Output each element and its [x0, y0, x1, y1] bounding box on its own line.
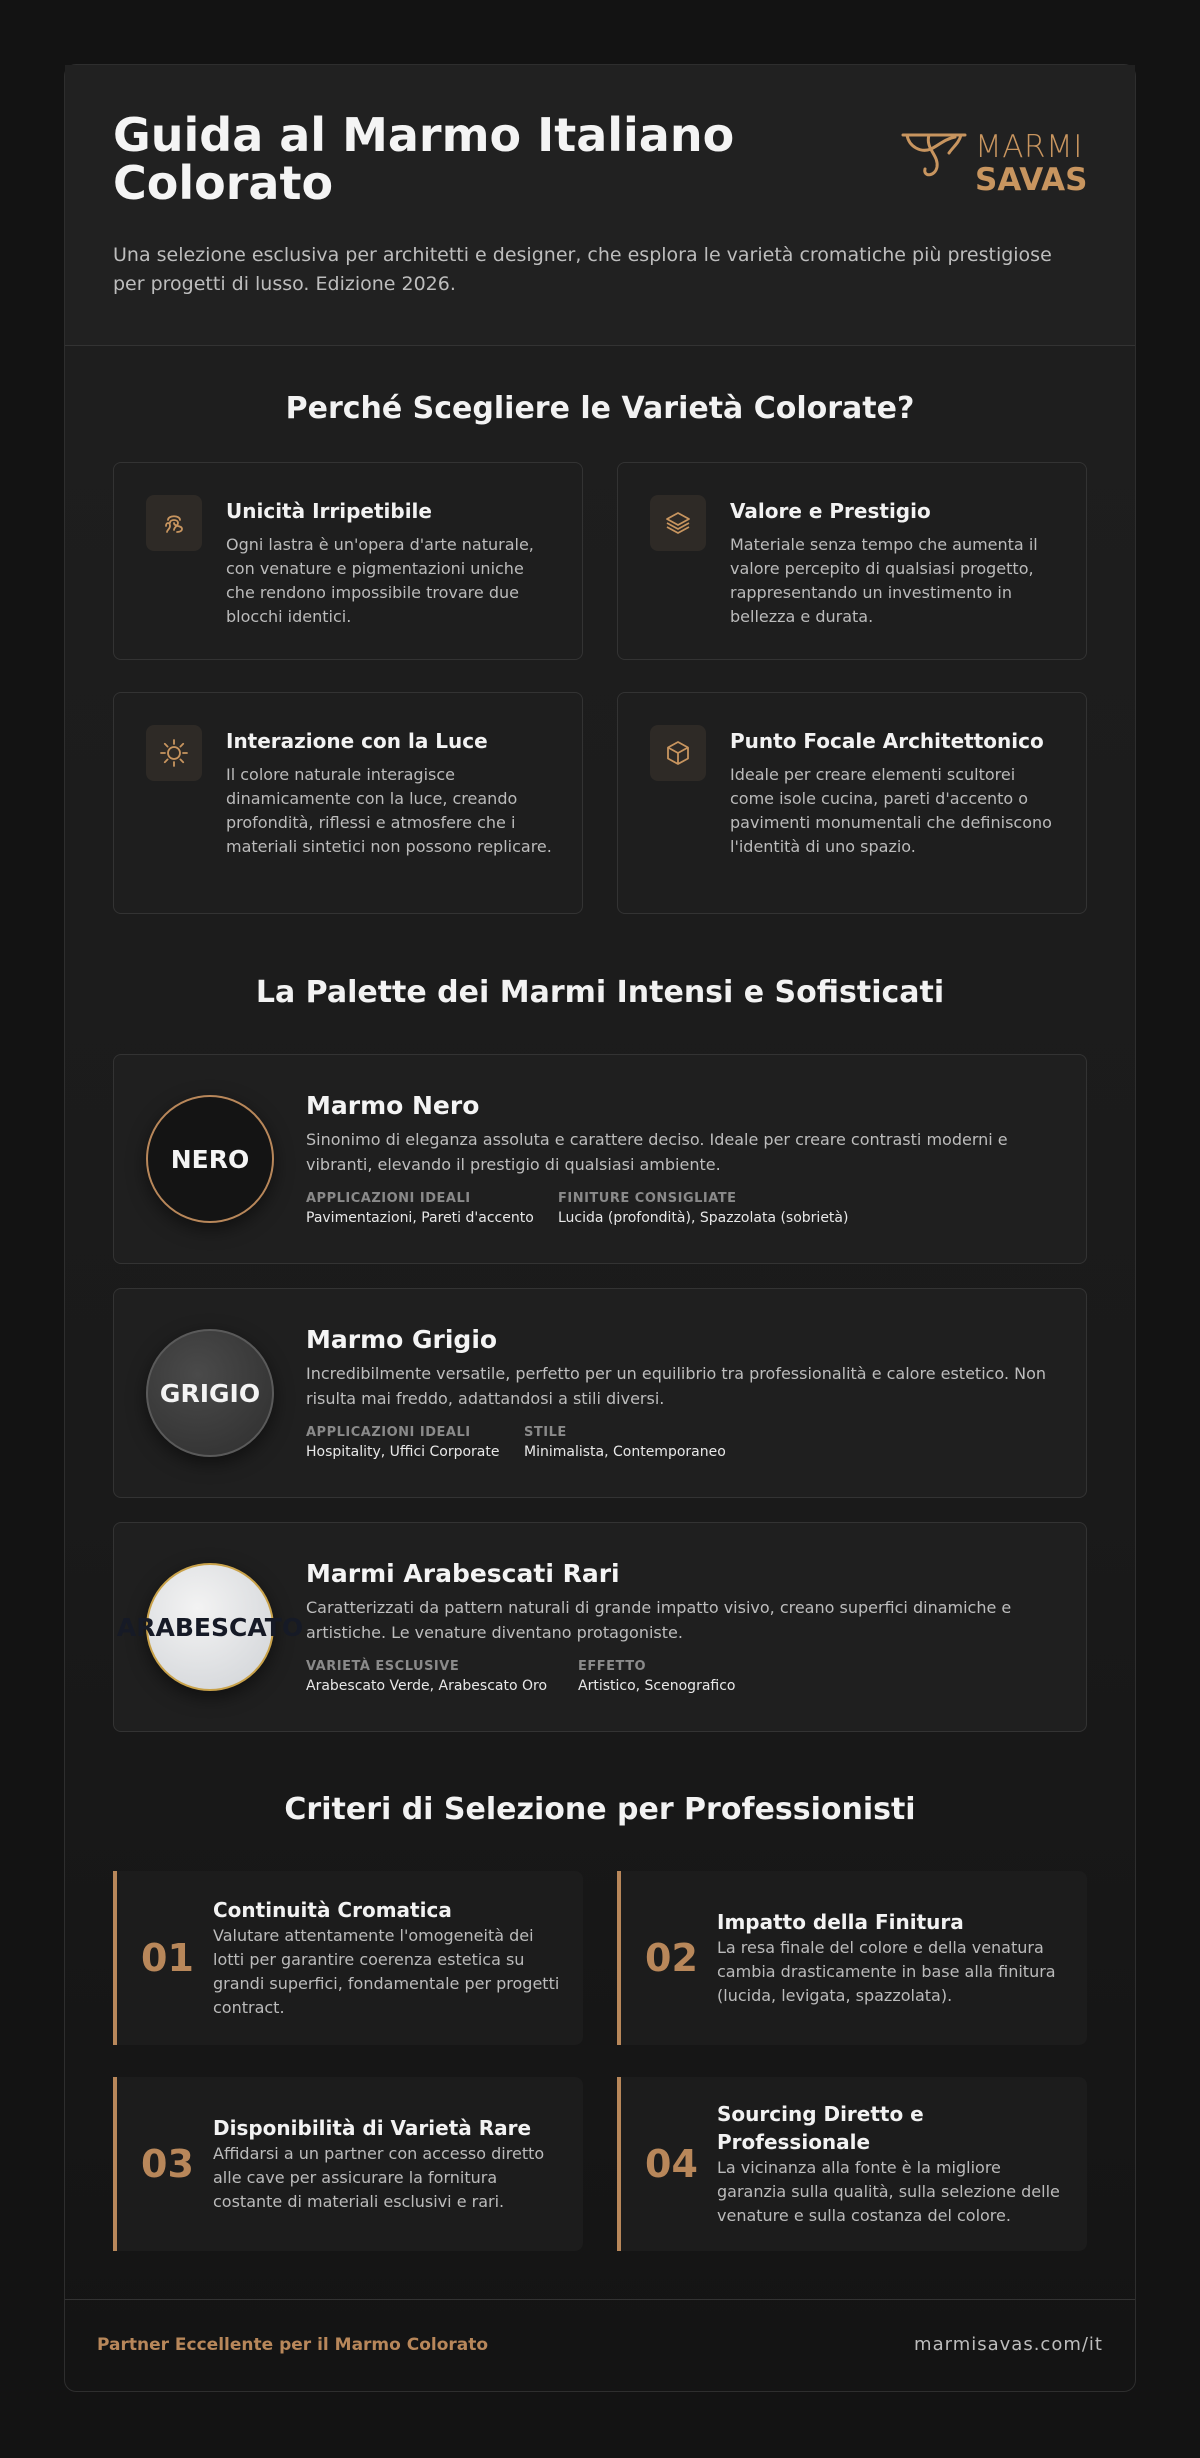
meta-value: Hospitality, Uffici Corporate	[306, 1444, 500, 1460]
meta-value: Pavimentazioni, Pareti d'accento	[306, 1210, 534, 1226]
logo-text-marmi: MARMI	[975, 129, 1083, 165]
meta-value: Minimalista, Contemporaneo	[524, 1444, 726, 1460]
criteria-number: 02	[645, 1936, 698, 1980]
criteria-title: Impatto della Finitura	[717, 1910, 964, 1934]
meta-label: STILE	[524, 1425, 567, 1440]
logo-text-savas: SAVAS	[975, 162, 1088, 198]
marble-meta-varieties	[306, 1659, 547, 1694]
palette-section-title: La Palette dei Marmi Intensi e Sofisticati	[255, 975, 945, 1010]
marble-title: Marmo Nero	[306, 1091, 480, 1120]
marble-meta-finishes	[558, 1191, 848, 1226]
feature-card-value	[617, 462, 1087, 660]
marble-meta-applications	[306, 1425, 500, 1460]
marble-swatch-grigio: GRIGIO	[146, 1329, 274, 1457]
marble-card-grigio	[113, 1288, 1087, 1498]
criteria-title: Sourcing Diretto e Professionale	[717, 2102, 924, 2154]
meta-label: APPLICAZIONI IDEALI	[306, 1425, 471, 1440]
meta-value: Artistico, Scenografico	[578, 1678, 736, 1694]
brand-logo[interactable]	[899, 127, 1089, 198]
criteria-title: Disponibilità di Varietà Rare	[213, 2116, 532, 2140]
meta-value: Arabescato Verde, Arabescato Oro	[306, 1678, 548, 1694]
criteria-text: Affidarsi a un partner con accesso diretto alle cave per assicurare la fornitura costante di materiali esclusivi e rari.	[213, 2144, 545, 2211]
criteria-text: La resa finale del colore e della venatura cambia drasticamente in base alla finitura (lucida, levigata, spazzolata).	[717, 1938, 1056, 2005]
marble-logo-icon	[899, 127, 975, 193]
criteria-card-4	[617, 2077, 1087, 2251]
marble-description: Sinonimo di eleganza assoluta e carattere deciso. Ideale per creare contrasti moderni e vibranti, elevando il prestigio di qualsiasi ambiente.	[306, 1130, 1008, 1174]
feature-title: Valore e Prestigio	[730, 499, 931, 523]
criteria-number: 01	[141, 1936, 194, 1980]
marble-meta-effect	[578, 1659, 736, 1694]
feature-text: Materiale senza tempo che aumenta il valore percepito di qualsiasi progetto, rappresentando un investimento in bellezza e durata.	[730, 535, 1038, 626]
sun-icon	[146, 725, 202, 781]
feature-card-uniqueness	[113, 462, 583, 660]
feature-text: Il colore naturale interagisce dinamicamente con la luce, creando profondità, riflessi e atmosfere che i materiali sintetici non possono replicare.	[226, 765, 552, 856]
marble-description: Incredibilmente versatile, perfetto per un equilibrio tra professionalità e calore estetico. Non risulta mai freddo, adattandosi a stili diversi.	[306, 1364, 1047, 1408]
feature-card-focal	[617, 692, 1087, 914]
footer	[65, 2299, 1135, 2393]
marble-meta-applications	[306, 1191, 534, 1226]
marble-card-nero	[113, 1054, 1087, 1264]
page-title: Guida al Marmo Italiano Colorato	[113, 108, 735, 210]
criteria-card-2	[617, 1871, 1087, 2045]
marble-description: Caratterizzati da pattern naturali di grande impatto visivo, creano superfici dinamiche e artistiche. Le venature diventano protagoniste.	[306, 1598, 1012, 1642]
feature-text: Ogni lastra è un'opera d'arte naturale, con venature e pigmentazioni uniche che rendono impossibile trovare due blocchi identici.	[226, 535, 534, 626]
footer-website-link[interactable]: marmisavas.com/it	[914, 2334, 1103, 2355]
layers-icon	[650, 495, 706, 551]
marble-title: Marmo Grigio	[306, 1325, 498, 1354]
cube-icon	[650, 725, 706, 781]
fingerprint-icon	[146, 495, 202, 551]
header	[65, 65, 1135, 346]
criteria-card-1	[113, 1871, 583, 2045]
guide-card	[64, 64, 1136, 2392]
criteria-number: 03	[141, 2142, 194, 2186]
feature-text: Ideale per creare elementi scultorei come isole cucina, pareti d'accento o pavimenti monumentali che definiscono l'identità di uno spazio.	[730, 765, 1052, 856]
page-subtitle: Una selezione esclusiva per architetti e designer, che esplora le varietà cromatiche più prestigiose per progetti di lusso. Edizione 2026.	[113, 244, 1052, 295]
criteria-card-3	[113, 2077, 583, 2251]
meta-label: APPLICAZIONI IDEALI	[306, 1191, 471, 1206]
footer-tagline: Partner Eccellente per il Marmo Colorato	[97, 2335, 489, 2355]
meta-value: Lucida (profondità), Spazzolata (sobrietà)	[558, 1210, 849, 1226]
meta-label: EFFETTO	[578, 1659, 647, 1674]
meta-label: VARIETÀ ESCLUSIVE	[306, 1659, 460, 1674]
marble-swatch-nero: NERO	[146, 1095, 274, 1223]
marble-meta-style	[524, 1425, 726, 1460]
marble-swatch-arabescato: ARABESCATO	[146, 1563, 274, 1691]
marble-title: Marmi Arabescati Rari	[306, 1559, 620, 1588]
criteria-number: 04	[645, 2142, 698, 2186]
criteria-text: La vicinanza alla fonte è la migliore garanzia sulla qualità, sulla selezione delle venature e sulla costanza del colore.	[717, 2158, 1060, 2225]
why-section-title: Perché Scegliere le Varietà Colorate?	[285, 391, 915, 426]
feature-title: Interazione con la Luce	[226, 729, 488, 753]
meta-label: FINITURE CONSIGLIATE	[558, 1191, 737, 1206]
criteria-title: Continuità Cromatica	[213, 1898, 452, 1922]
criteria-section-title: Criteri di Selezione per Professionisti	[284, 1792, 916, 1827]
feature-card-light	[113, 692, 583, 914]
feature-title: Unicità Irripetibile	[226, 499, 432, 523]
criteria-text: Valutare attentamente l'omogeneità dei lotti per garantire coerenza estetica su grandi superfici, fondamentale per progetti contract.	[213, 1926, 560, 2017]
feature-title: Punto Focale Architettonico	[730, 729, 1044, 753]
marble-card-arabescato	[113, 1522, 1087, 1732]
